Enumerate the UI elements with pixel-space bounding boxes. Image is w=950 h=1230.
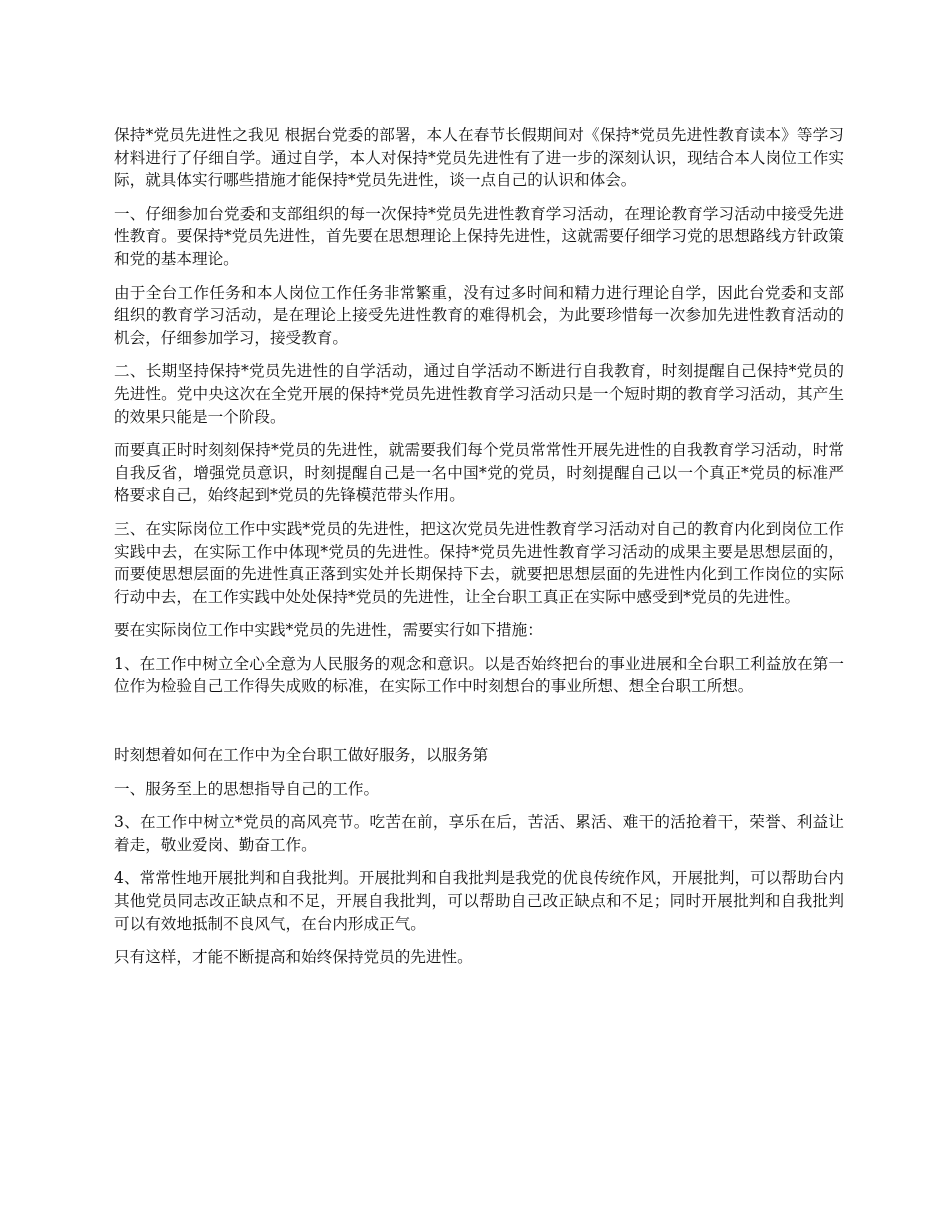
paragraph-intro: 保持*党员先进性之我见 根据台党委的部署，本人在春节长假期间对《保持*党员先进性教育读本》等学习材料进行了仔细自学。通过自学，本人对保持*党员先进性有了进一步的深刻认识，现结合本人岗位工作实际，就具体实行哪些措施才能保持*党员先进性，谈一点自己的认识和体会。: [114, 126, 844, 190]
paragraph-section-three: 三、在实际岗位工作中实践*党员的先进性，把这次党员先进性教育学习活动对自己的教育内化到岗位工作实践中去，在实际工作中体现*党员的先进性。保持*党员先进性教育学习活动的成果主要是思想层面的，而要使思想层面的先进性真正落到实处并长期保持下去，就要把思想层面的先进性内化到工作岗位的实际行动中去，在工作实践中处处保持*党员的先进性，让全台职工真正在实际中感受到*党员的先进性。: [114, 519, 844, 606]
paragraph-measures-intro: 要在实际岗位工作中实践*党员的先进性，需要实行如下措施：: [114, 621, 543, 640]
paragraph-measure-four: 4、常常性地开展批判和自我批判。开展批判和自我批判是我党的优良传统作风，开展批判，可以帮助台内其他党员同志改正缺点和不足，开展自我批判，可以帮助自己改正缺点和不足；同时开展批判和自我批判可以有效地抵制不良风气，在台内形成正气。: [114, 869, 844, 933]
paragraph-measure-one: 1、在工作中树立全心全意为人民服务的观念和意识。以是否始终把台的事业进展和全台职工利益放在第一位作为检验自己工作得失成败的标准，在实际工作中时刻想台的事业所想、想全台职工所想。: [114, 654, 844, 696]
paragraph-section-one-detail: 由于全台工作任务和本人岗位工作任务非常繁重，没有过多时间和精力进行理论自学，因此台党委和支部组织的教育学习活动，是在理论上接受先进性教育的难得机会，为此要珍惜每一次参加先进性教育活动的机会，仔细参加学习，接受教育。: [114, 283, 844, 347]
paragraph-gap: [114, 709, 844, 744]
paragraph-section-two-detail: 而要真正时时刻刻保持*党员的先进性，就需要我们每个党员常常性开展先进性的自我教育学习活动，时常自我反省，增强党员意识，时刻提醒自己是一名中国*党的党员，时刻提醒自己以一个真正*党员的标准严格要求自己，始终起到*党员的先锋模范带头作用。: [114, 441, 844, 505]
paragraph-section-two: 二、长期坚持保持*党员先进性的自学活动，通过自学活动不断进行自我教育，时刻提醒自己保持*党员的先进性。党中央这次在全党开展的保持*党员先进性教育学习活动只是一个短时期的教育学习活动，其产生的效果只能是一个阶段。: [114, 362, 844, 426]
paragraph-service-line: 时刻想着如何在工作中为全台职工做好服务，以服务第: [114, 746, 489, 765]
document-page: [114, 124, 844, 980]
paragraph-service-first: 一、服务至上的思想指导自己的工作。: [114, 779, 380, 798]
paragraph-conclusion: 只有这样，才能不断提高和始终保持党员的先进性。: [114, 948, 473, 967]
paragraph-section-one: 一、仔细参加台党委和支部组织的每一次保持*党员先进性教育学习活动，在理论教育学习活动中接受先进性教育。要保持*党员先进性，首先要在思想理论上保持先进性，这就需要仔细学习党的思想路线方针政策和党的基本理论。: [114, 204, 844, 268]
paragraph-measure-three: 3、在工作中树立*党员的高风亮节。吃苦在前，享乐在后，苦活、累活、难干的活抢着干，荣誉、利益让着走，敬业爱岗、勤奋工作。: [114, 813, 844, 854]
